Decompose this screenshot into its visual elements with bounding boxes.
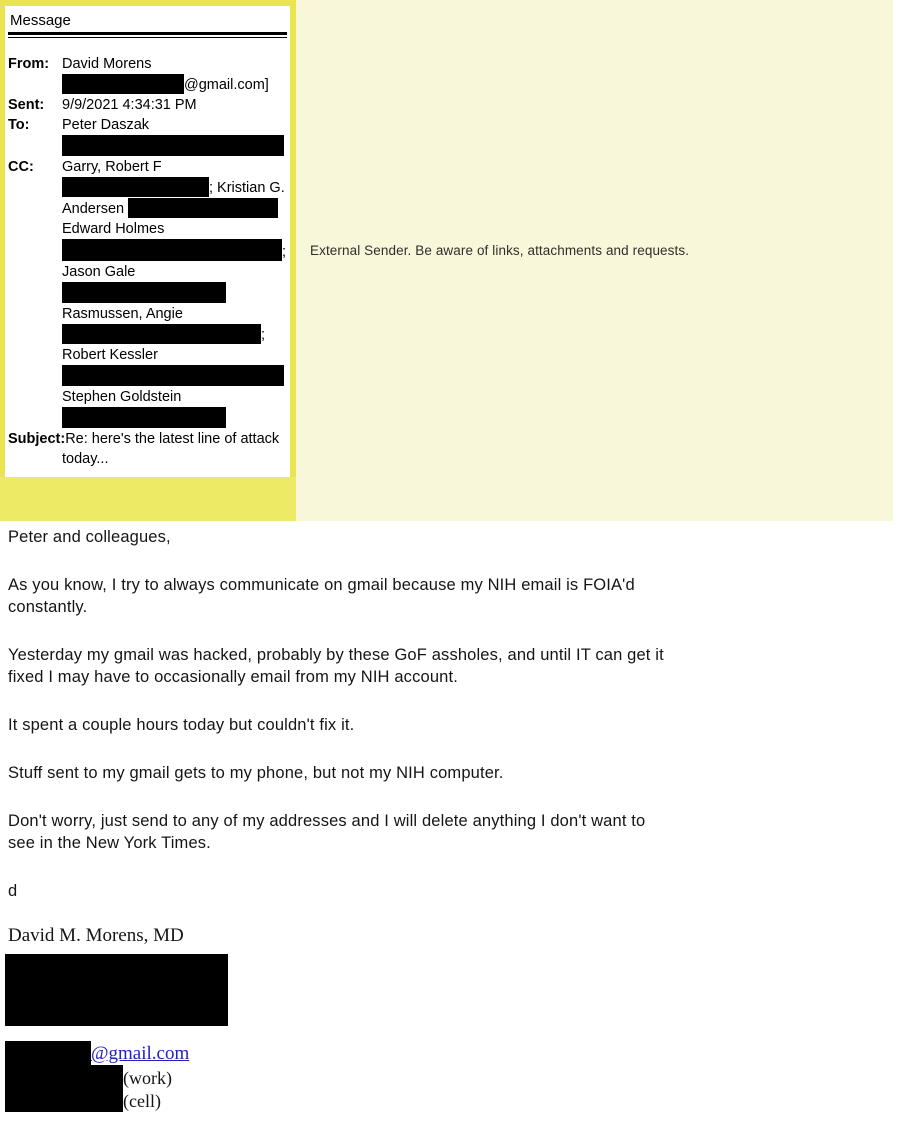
header-row xyxy=(8,324,287,345)
title-rule-thin xyxy=(8,37,287,38)
header-row xyxy=(8,135,287,157)
header-field-value xyxy=(62,387,287,407)
header-field-value xyxy=(62,198,287,219)
body-paragraph xyxy=(8,714,896,736)
header-row xyxy=(8,219,287,239)
redaction-bar xyxy=(62,177,209,197)
body-line: d xyxy=(8,882,18,900)
message-window-title: Message xyxy=(10,12,71,29)
redaction-bar xyxy=(62,365,284,386)
redaction-bar xyxy=(5,1065,123,1112)
signature-contact-row xyxy=(8,1065,508,1113)
email-body xyxy=(8,526,896,928)
header-field-label xyxy=(8,325,62,345)
header-field-label xyxy=(8,262,62,282)
header-row xyxy=(8,407,287,429)
body-paragraph xyxy=(8,644,896,688)
header-row xyxy=(8,177,287,198)
header-field-label xyxy=(8,219,62,239)
message-header-banner xyxy=(0,0,893,521)
redaction-bar xyxy=(128,198,278,218)
header-field-label xyxy=(8,284,62,304)
title-rule-thick xyxy=(8,32,287,35)
external-sender-panel xyxy=(296,0,893,521)
message-header-card xyxy=(5,6,290,477)
header-field-label: Subject: xyxy=(8,431,66,447)
header-field-value xyxy=(62,219,287,239)
header-field-label xyxy=(8,449,62,469)
header-field-label xyxy=(8,242,62,262)
redaction-bar xyxy=(62,282,226,303)
header-field-label xyxy=(8,137,62,157)
header-field-value xyxy=(62,365,287,387)
header-field-label xyxy=(8,199,62,219)
body-line: see in the New York Times. xyxy=(8,834,211,852)
header-field-value xyxy=(62,407,287,429)
header-text: David Morens xyxy=(62,56,152,72)
header-text: Andersen xyxy=(62,201,129,217)
header-field-label xyxy=(8,409,62,429)
header-text: @gmail.com] xyxy=(184,77,269,93)
header-row xyxy=(8,239,287,262)
header-field-label xyxy=(8,304,62,324)
header-text: Re: here's the latest line of attack xyxy=(65,431,280,447)
header-row xyxy=(8,365,287,387)
message-card-bottom-strip xyxy=(0,477,296,521)
header-row xyxy=(8,282,287,304)
header-field-value xyxy=(62,262,287,282)
body-paragraph xyxy=(8,526,896,548)
header-field-value xyxy=(62,115,287,135)
header-field-label: To: xyxy=(8,117,30,133)
header-field-value xyxy=(62,239,287,262)
body-paragraph xyxy=(8,762,896,784)
header-field-value xyxy=(62,304,287,324)
header-field-value xyxy=(62,54,287,74)
header-field-value xyxy=(62,345,287,365)
header-row xyxy=(8,304,287,324)
body-line: Peter and colleagues, xyxy=(8,528,171,546)
header-row xyxy=(8,345,287,365)
signature-name: David M. Morens, MD xyxy=(8,925,184,946)
header-row xyxy=(8,429,287,449)
redaction-bar xyxy=(62,239,282,261)
header-text: Rasmussen, Angie xyxy=(62,306,183,322)
header-text: Peter Daszak xyxy=(62,117,150,133)
body-line: Don't worry, just send to any of my addresses and I will delete anything I don't want to xyxy=(8,812,646,830)
header-row xyxy=(8,387,287,407)
body-paragraph xyxy=(8,574,896,618)
header-field-value xyxy=(62,324,287,345)
redaction-bar xyxy=(62,324,261,344)
header-field-value xyxy=(62,177,287,198)
header-field-value xyxy=(62,74,287,95)
header-field-label xyxy=(8,75,62,95)
gmail-link[interactable]: @gmail.com xyxy=(91,1043,190,1064)
work-phone-label: (work) xyxy=(123,1068,172,1088)
redaction-bar xyxy=(62,74,184,94)
body-line: constantly. xyxy=(8,598,88,616)
header-text: Jason Gale xyxy=(62,264,136,280)
header-text: Edward Holmes xyxy=(62,221,165,237)
header-text: Stephen Goldstein xyxy=(62,389,182,405)
header-row xyxy=(8,54,287,74)
header-text: Robert Kessler xyxy=(62,347,158,363)
redaction-bar xyxy=(5,954,228,1026)
body-paragraph xyxy=(8,810,896,854)
body-line: fixed I may have to occasionally email from my NIH account. xyxy=(8,668,458,686)
body-line: Stuff sent to my gmail gets to my phone, but not my NIH computer. xyxy=(8,764,504,782)
header-field-value xyxy=(62,95,287,115)
body-paragraph xyxy=(8,880,896,902)
header-text: ; Kristian G. xyxy=(209,180,285,196)
header-field-value xyxy=(62,449,287,469)
header-field-value xyxy=(65,429,287,449)
header-row xyxy=(8,95,287,115)
redaction-bar xyxy=(62,407,226,428)
header-field-label xyxy=(8,178,62,198)
header-row xyxy=(8,74,287,95)
header-text: Garry, Robert F xyxy=(62,159,162,175)
header-field-value xyxy=(62,282,287,304)
header-field-value xyxy=(62,135,287,157)
header-row xyxy=(8,262,287,282)
header-field-label: Sent: xyxy=(8,97,45,113)
signature-block xyxy=(8,924,508,1113)
body-line: As you know, I try to always communicate on gmail because my NIH email is FOIA'd xyxy=(8,576,635,594)
cell-phone-label: (cell) xyxy=(123,1091,161,1111)
header-row xyxy=(8,115,287,135)
header-row xyxy=(8,198,287,219)
header-field-label xyxy=(8,367,62,387)
header-text: ; xyxy=(261,327,266,343)
body-line: Yesterday my gmail was hacked, probably by these GoF assholes, and until IT can get it xyxy=(8,646,664,664)
header-row xyxy=(8,157,287,177)
header-field-label xyxy=(8,387,62,407)
header-text: 9/9/2021 4:34:31 PM xyxy=(62,97,197,113)
message-header-fields xyxy=(8,54,287,469)
redaction-bar xyxy=(5,1041,91,1067)
header-field-label: CC: xyxy=(8,159,34,175)
signature-contact-labels xyxy=(123,1065,172,1113)
header-field-label xyxy=(8,345,62,365)
redaction-bar xyxy=(62,135,284,156)
body-line: It spent a couple hours today but couldn't fix it. xyxy=(8,716,355,734)
header-field-value xyxy=(62,157,287,177)
external-sender-warning: External Sender. Be aware of links, attachments and requests. xyxy=(310,243,690,258)
signature-email-row xyxy=(8,1041,508,1067)
header-text: ; xyxy=(282,244,287,260)
header-row xyxy=(8,449,287,469)
header-text: today... xyxy=(62,451,109,467)
header-field-label: From: xyxy=(8,56,50,72)
